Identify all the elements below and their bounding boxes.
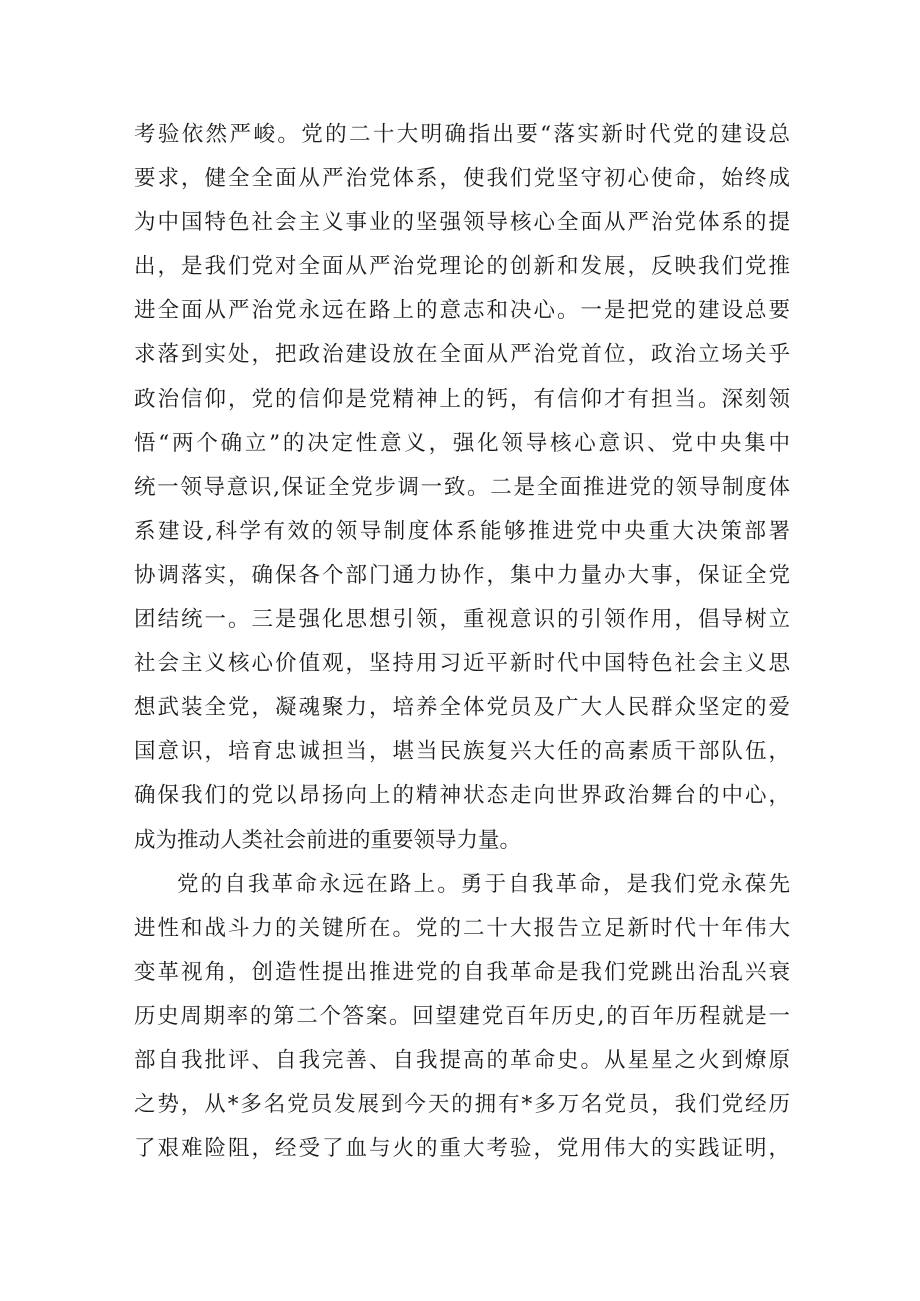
text-line: 政治信仰，党的信仰是党精神上的钙，有信仰才有担当。深刻领 — [134, 386, 790, 412]
text-line: 变革视角，创造性提出推进党的自我革命是我们党跳出治乱兴衰 — [134, 959, 790, 985]
text-line: 要求，健全全面从严治党体系，使我们党坚守初心使命，始终成 — [134, 166, 790, 192]
text-line: 历史周期率的第二个答案。回望建党百年历史,的百年历程就是一 — [134, 1003, 790, 1029]
text-line: 团结统一。三是强化思想引领，重视意识的引领作用，倡导树立 — [134, 607, 790, 633]
paragraph-1 — [134, 113, 790, 863]
document-body — [134, 113, 790, 1171]
text-line: 进全面从严治党永远在路上的意志和决心。一是把党的建设总要 — [134, 298, 790, 324]
text-line: 为中国特色社会主义事业的坚强领导核心全面从严治党体系的提 — [134, 210, 790, 236]
text-line: 出，是我们党对全面从严治党理论的创新和发展，反映我们党推 — [134, 254, 790, 280]
text-line: 国意识，培育忠诚担当，堪当民族复兴大任的高素质干部队伍， — [134, 739, 790, 765]
text-line: 成为推动人类社会前进的重要领导力量。 — [134, 827, 522, 853]
text-line: 确保我们的党以昂扬向上的精神状态走向世界政治舞台的中心， — [134, 783, 790, 809]
text-line: 考验依然严峻。党的二十大明确指出要“落实新时代党的建设总 — [134, 122, 790, 147]
text-line: 统一领导意识,保证全党步调一致。二是全面推进党的领导制度体 — [134, 474, 790, 500]
text-line: 系建设,科学有效的领导制度体系能够推进党中央重大决策部署 — [134, 518, 790, 544]
text-line: 求落到实处，把政治建设放在全面从严治党首位，政治立场关乎 — [134, 342, 790, 368]
text-line: 想武装全党，凝魂聚力，培养全体党员及广大人民群众坚定的爱 — [134, 695, 790, 721]
text-line: 协调落实，确保各个部门通力协作，集中力量办大事，保证全党 — [134, 562, 790, 588]
text-line: 党的自我革命永远在路上。勇于自我革命，是我们党永葆先 — [177, 871, 790, 897]
paragraph-2 — [134, 863, 790, 1172]
text-line: 悟“两个确立”的决定性意义，强化领导核心意识、党中央集中 — [134, 430, 790, 456]
text-line: 了艰难险阻，经受了血与火的重大考验，党用伟大的实践证明， — [134, 1136, 790, 1162]
text-line: 进性和战斗力的关键所在。党的二十大报告立足新时代十年伟大 — [134, 915, 790, 941]
text-line: 之势，从*多名党员发展到今天的拥有*多万名党员，我们党经历 — [134, 1092, 790, 1118]
text-line: 社会主义核心价值观，坚持用习近平新时代中国特色社会主义思 — [134, 651, 790, 677]
text-line: 部自我批评、自我完善、自我提高的革命史。从星星之火到燎原 — [134, 1047, 790, 1073]
